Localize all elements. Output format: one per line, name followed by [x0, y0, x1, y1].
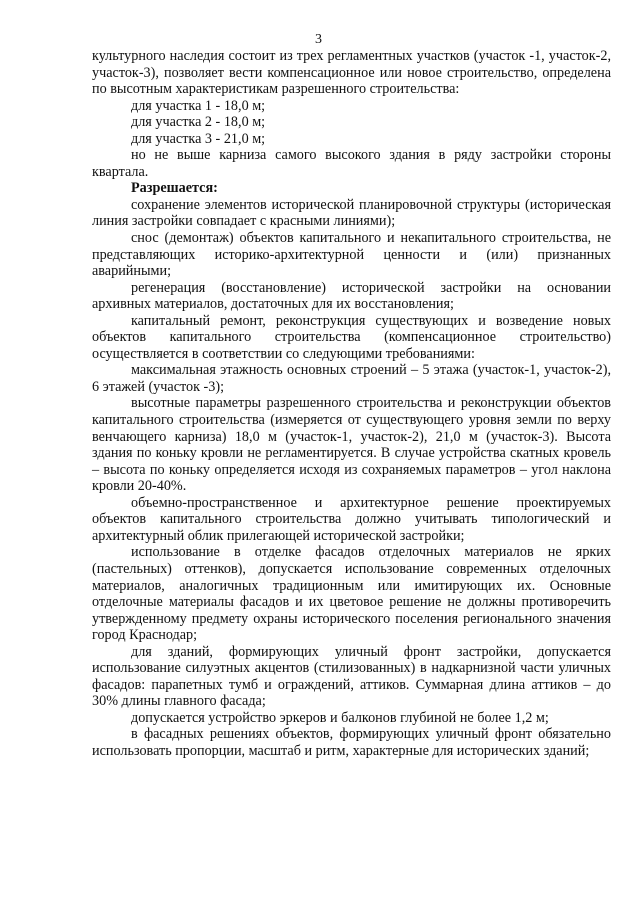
paragraph: объемно-пространственное и архитектурное решение проектируемых объектов капитального строительства должно учитывать типологический и архитектурный облик прилегающей исторической застройки; [92, 494, 611, 544]
paragraph: снос (демонтаж) объектов капитального и некапитального строительства, не представляющих историко-архитектурной ценности и (или) признанных аварийными; [92, 230, 611, 280]
paragraph: сохранение элементов исторической планировочной структуры (историческая линия застройки совпадает с красными линиями); [92, 196, 611, 230]
paragraph: капитальный ремонт, реконструкция существующих и возведение новых объектов капитального строительства (компенсационное строительство) осуществляется в соответствии со следующими требованиями: [92, 312, 611, 362]
paragraph: но не выше карниза самого высокого здания в ряду застройки стороны квартала. [92, 147, 611, 180]
paragraph: максимальная этажность основных строений – 5 этажа (участок-1, участок-2), 6 этажей (участок -3); [92, 362, 611, 395]
paragraph: высотные параметры разрешенного строительства и реконструкции объектов капитального строительства (измеряется от существующего уровня земли по верху венчающего карниза) 18,0 м (участок-1, участок-2), 21,0 м (участок-3). Высота здания по коньку кровли не регламентируется. В случае устройства скатных кровель – высота по коньку определяется исходя из сохраняемых параметров – угол наклона кровли 20-40%. [92, 395, 611, 495]
paragraph: для участка 2 - 18,0 м; [131, 114, 266, 131]
page-number: 3 [315, 32, 322, 47]
section-heading: Разрешается: [131, 180, 218, 197]
paragraph: в фасадных решениях объектов, формирующих уличный фронт обязательно использовать пропорции, масштаб и ритм, характерные для исторических зданий; [92, 726, 611, 759]
paragraph: для участка 1 - 18,0 м; [131, 97, 266, 114]
paragraph: регенерация (восстановление) исторической застройки на основании архивных материалов, достаточных для их восстановления; [92, 279, 611, 313]
paragraph: для зданий, формирующих уличный фронт застройки, допускается использование силуэтных акцентов (стилизованных) в надкарнизной части уличных фасадов: парапетных тумб и ограждений, аттиков. Суммарная длина аттиков – до 30% длины главного фасада; [92, 643, 611, 710]
paragraph: допускается устройство эркеров и балконов глубиной не более 1,2 м; [131, 709, 549, 726]
paragraph: культурного наследия состоит из трех регламентных участков (участок -1, участок-2, участок-3), позволяет вести компенсационное или новое строительство, определена по высотным характеристикам разрешенного строительства: [92, 48, 611, 98]
paragraph: использование в отделке фасадов отделочных материалов не ярких (пастельных) оттенков), допускается использование современных отделочных материалов, аналогичных традиционным или имитирующих их. Основные отделочные материалы фасадов и их цветовое решение не должны противоречить утвержденному предмету охраны исторического поселения регионального значения город Краснодар; [92, 544, 611, 644]
document-body [92, 48, 611, 760]
paragraph: для участка 3 - 21,0 м; [131, 130, 266, 147]
